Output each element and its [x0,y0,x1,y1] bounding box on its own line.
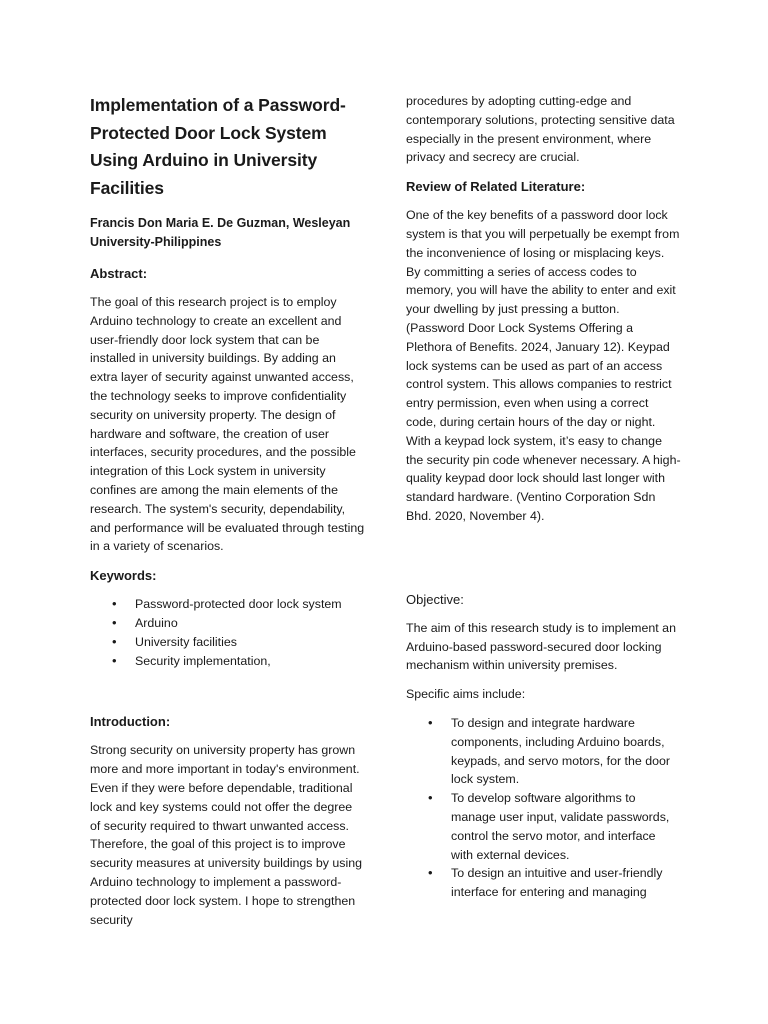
right-column [406,92,681,912]
left-column [90,92,365,939]
review-heading: Review of Related Literature: [406,179,586,195]
specific-aim-item: • To design an intuitive and user-friendly interface for entering and managing [406,864,681,902]
specific-aim-item: • To design and integrate hardware components, including Arduino boards, keypads, and servo motors, for the door lock system. [406,714,681,789]
objective-text: The aim of this research study is to implement an Arduino-based password-secured door locking mechanism within university premises. [406,620,676,673]
abstract-heading: Abstract: [90,266,148,281]
keywords-heading: Keywords: [90,568,157,584]
keyword-item: • Security implementation, [90,652,365,671]
objective-heading: Objective: [406,591,464,607]
spacer [90,680,365,712]
introduction-heading: Introduction: [90,714,171,730]
keyword-item: • Arduino [90,614,365,633]
abstract-text: The goal of this research project is to employ Arduino technology to create an excellent and user-friendly door lock system that can be installed in university buildings. By adding an extra layer of security against unwanted access, the technology seeks to improve confidentiality security on university property. The design of hardware and software, the creation of user interfaces, security procedures, and the possible integration of this Lock system in university confines are among the main elements of the research. The system's security, dependability, and performance will be evaluated through testing in a variety of scenarios. [90,295,365,554]
specific-aims-list [406,714,681,902]
author-line: Francis Don Maria E. De Guzman, Wesleyan University-Philippines [90,216,351,249]
introduction-text: Strong security on university property has grown more and more important in today's environment. Even if they were before dependable, traditional lock and key systems could not offer the degree of security required to thwart unwanted access. Therefore, the goal of this project is to improve security measures at university buildings by using Arduino technology to implement a password-protected door lock system. I hope to strengthen security [90,743,363,927]
spacer [406,536,681,590]
keyword-item: • Password-protected door lock system [90,595,365,614]
introduction-continued-text: procedures by adopting cutting-edge and contemporary solutions, protecting sensitive data especially in the present environment, where privacy and secrecy are crucial. [406,94,675,165]
review-text: One of the key benefits of a password door lock system is that you will perpetually be exempt from the inconvenience of losing or misplacing keys. By committing a series of access codes to memory, you will have the ability to enter and exit your dwelling by just pressing a button. (Password Door Lock Systems Offering a Plethora of Benefits. 2024, January 12). Keypad lock systems can be used as part of an access control system. This allows companies to restrict entry permission, even when using a correct code, during certain hours of the day or night. With a keypad lock system, it’s easy to change the security pin code whenever necessary. A high-quality keypad door lock should last longer with standard hardware. (Ventino Corporation Sdn Bhd. 2020, November 4). [406,208,681,523]
keyword-item: • University facilities [90,633,365,652]
specific-aims-label: Specific aims include: [406,687,526,702]
specific-aim-item: • To develop software algorithms to manage user input, validate passwords, control the servo motor, and interface with external devices. [406,789,681,864]
keywords-list [90,595,365,670]
paper-title: Implementation of a Password-Protected Door Lock System Using Arduino in University Facilities [90,95,346,198]
